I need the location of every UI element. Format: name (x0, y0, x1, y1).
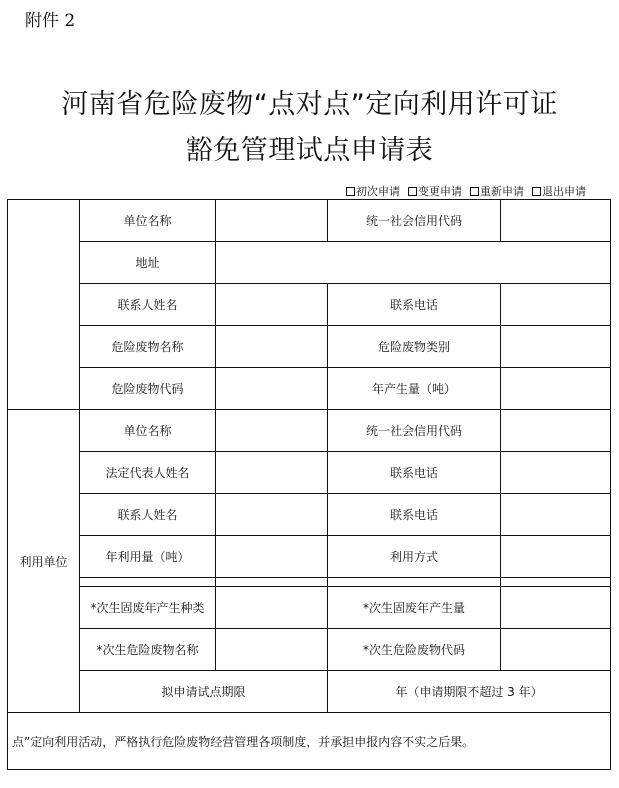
waste-category-label: 危险废物类别 (328, 326, 501, 368)
option-renew[interactable]: 重新申请 (470, 183, 524, 199)
legal-rep-label: 法定代表人姓名 (80, 452, 216, 494)
producer-contact-name-field[interactable] (216, 284, 328, 326)
form-title-line1: 河南省危险废物“点对点”定向利用许可证 (61, 89, 558, 120)
checkbox-icon[interactable] (532, 187, 541, 196)
use-method-field[interactable] (501, 536, 611, 578)
user-credit-code-field[interactable] (501, 410, 611, 452)
annual-output-label: 年产生量（吨） (328, 368, 501, 410)
producer-address-label: 地址 (80, 242, 216, 284)
application-type-options (346, 183, 586, 199)
waste-name-label: 危险废物名称 (80, 326, 216, 368)
secondary-hazard-code-label: *次生危险废物代码 (328, 629, 501, 671)
option-exit[interactable]: 退出申请 (532, 183, 586, 199)
legal-phone-label: 联系电话 (328, 452, 501, 494)
waste-category-field[interactable] (501, 326, 611, 368)
checkbox-icon[interactable] (346, 187, 355, 196)
legal-phone-field[interactable] (501, 452, 611, 494)
spacer-cell (501, 578, 611, 587)
secondary-solid-amount-field[interactable] (501, 587, 611, 629)
user-unit-name-field[interactable] (216, 410, 328, 452)
secondary-hazard-code-field[interactable] (501, 629, 611, 671)
producer-unit-name-field[interactable] (216, 200, 328, 242)
user-contact-phone-label: 联系电话 (328, 494, 501, 536)
spacer-cell (216, 578, 328, 587)
producer-contact-phone-label: 联系电话 (328, 284, 501, 326)
user-contact-name-field[interactable] (216, 494, 328, 536)
producer-section-label (8, 200, 80, 410)
option-change[interactable]: 变更申请 (408, 183, 462, 199)
period-value[interactable]: 年（申请期限不超过 3 年） (328, 671, 611, 713)
annual-output-field[interactable] (501, 368, 611, 410)
option-initial[interactable]: 初次申请 (346, 183, 400, 199)
producer-credit-code-label: 统一社会信用代码 (328, 200, 501, 242)
secondary-solid-amount-label: *次生固废年产生量 (328, 587, 501, 629)
waste-code-field[interactable] (216, 368, 328, 410)
annual-use-field[interactable] (216, 536, 328, 578)
attachment-label: 附件 2 (25, 11, 76, 31)
secondary-solid-type-label: *次生固废年产生种类 (80, 587, 216, 629)
spacer-cell (80, 578, 216, 587)
application-form-table (7, 199, 611, 770)
producer-contact-phone-field[interactable] (501, 284, 611, 326)
producer-contact-name-label: 联系人姓名 (80, 284, 216, 326)
waste-name-field[interactable] (216, 326, 328, 368)
producer-unit-name-label: 单位名称 (80, 200, 216, 242)
user-contact-name-label: 联系人姓名 (80, 494, 216, 536)
waste-code-label: 危险废物代码 (80, 368, 216, 410)
legal-rep-field[interactable] (216, 452, 328, 494)
use-method-label: 利用方式 (328, 536, 501, 578)
user-contact-phone-field[interactable] (501, 494, 611, 536)
user-credit-code-label: 统一社会信用代码 (328, 410, 501, 452)
producer-address-field[interactable] (216, 242, 611, 284)
secondary-hazard-name-label: *次生危险废物名称 (80, 629, 216, 671)
annual-use-label: 年利用量（吨） (80, 536, 216, 578)
declaration-note: 点”定向利用活动，严格执行危险废物经营管理各项制度，并承担申报内容不实之后果。 (8, 713, 611, 770)
checkbox-icon[interactable] (408, 187, 417, 196)
spacer-cell (328, 578, 501, 587)
form-title-line2: 豁免管理试点申请表 (185, 135, 434, 166)
checkbox-icon[interactable] (470, 187, 479, 196)
producer-credit-code-field[interactable] (501, 200, 611, 242)
secondary-solid-type-field[interactable] (216, 587, 328, 629)
user-unit-name-label: 单位名称 (80, 410, 216, 452)
user-section-label: 利用单位 (8, 410, 80, 713)
secondary-hazard-name-field[interactable] (216, 629, 328, 671)
period-label: 拟申请试点期限 (80, 671, 328, 713)
